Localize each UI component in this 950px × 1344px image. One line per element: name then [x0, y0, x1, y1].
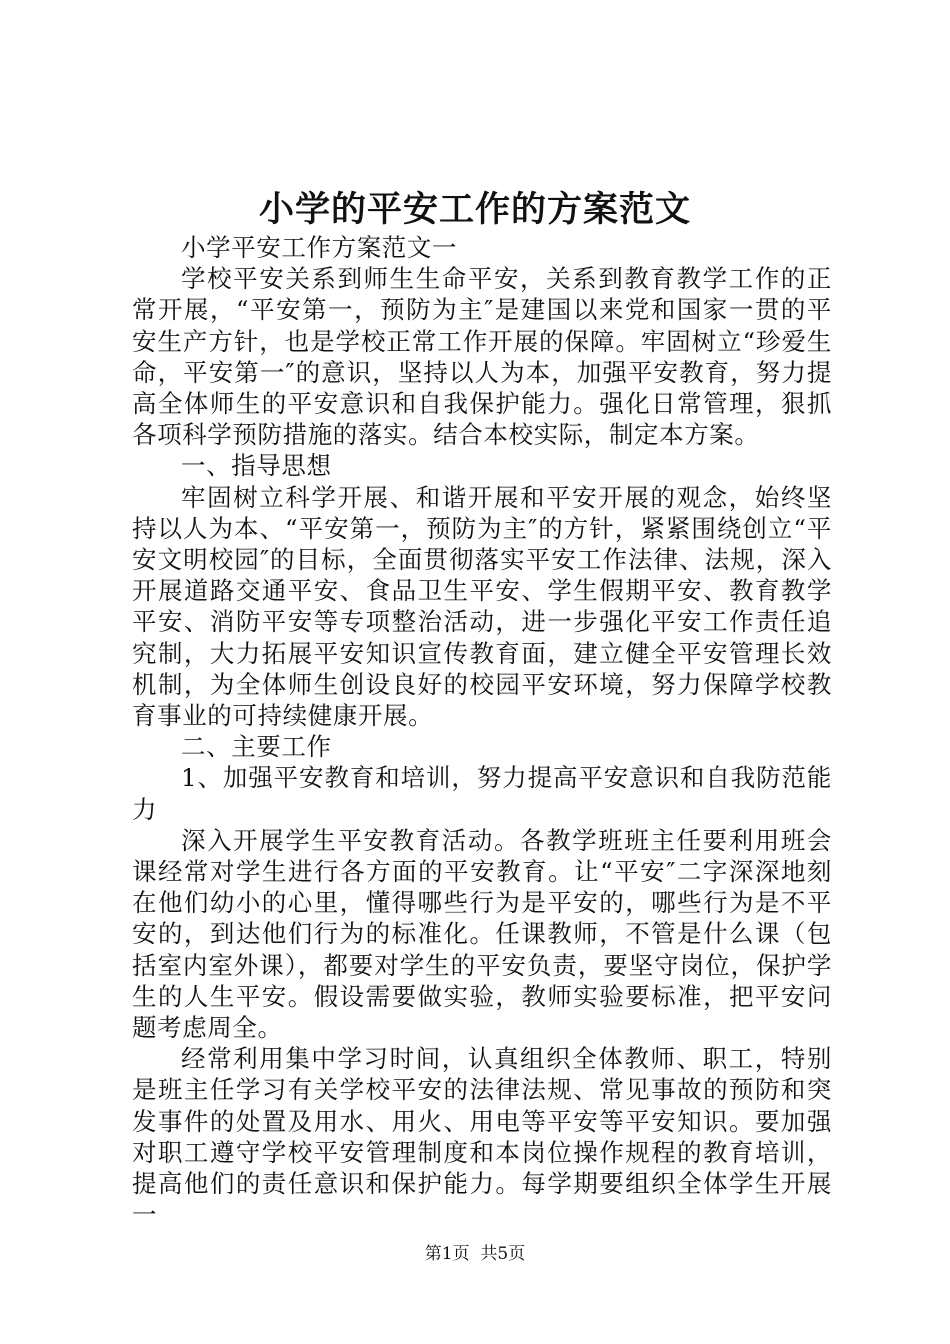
document-body [132, 232, 832, 1231]
page-number: 第1页 [424, 1244, 470, 1264]
intro-paragraph: 学校平安关系到师生生命平安，关系到教育教学工作的正常开展，“平安第一，预防为主″是建国以来党和国家一贯的平安生产方针，也是学校正常工作开展的保障。牢固树立“珍爱生命，平安第一″的意识，坚持以人为本，加强平安教育，努力提高全体师生的平安意识和自我保护能力。强化日常管理，狠抓各项科学预防措施的落实。结合本校实际，制定本方案。 [132, 264, 832, 450]
page-footer [0, 1240, 950, 1268]
section-heading-guiding-thought: 一、指导思想 [181, 451, 332, 481]
document-title: 小学的平安工作的方案范文 [258, 189, 691, 230]
page-total: 共5页 [480, 1244, 526, 1264]
student-education-paragraph: 深入开展学生平安教育活动。各教学班班主任要利用班会课经常对学生进行各方面的平安教育。让“平安″二字深深地刻在他们幼小的心里，懂得哪些行为是平安的，哪些行为是不平安的，到达他们行为的标准化。任课教师，不管是什么课（包括室内室外课），都要对学生的平安负责，要坚守岗位，保护学生的人生平安。假设需要做实验，教师实验要标准，把平安问题考虑周全。 [132, 825, 832, 1043]
section-heading-main-work: 二、主要工作 [181, 732, 332, 762]
subheading-safety-education: 1、加强平安教育和培训，努力提高平安意识和自我防范能力 [132, 763, 832, 824]
section-heading-fanwen: 小学平安工作方案范文一 [181, 233, 458, 262]
guiding-thought-paragraph: 牢固树立科学开展、和谐开展和平安开展的观念，始终坚持以人为本、“平安第一，预防为主″的方针，紧紧围绕创立“平安文明校园″的目标，全面贯彻落实平安工作法律、法规，深入开展道路交通平安、食品卫生平安、学生假期平安、教育教学平安、消防平安等专项整治活动，进一步强化平安工作责任追究制，大力拓展平安知识宣传教育面，建立健全平安管理长效机制，为全体师生创设良好的校园平安环境，努力保障学校教育事业的可持续健康开展。 [132, 482, 832, 731]
staff-training-paragraph: 经常利用集中学习时间，认真组织全体教师、职工，特别是班主任学习有关学校平安的法律法规、常见事故的预防和突发事件的处置及用水、用火、用电等平安等平安知识。要加强对职工遵守学校平安管理制度和本岗位操作规程的教育培训，提高他们的责任意识和保护能力。每学期要组织全体学生开展一 [132, 1044, 832, 1230]
